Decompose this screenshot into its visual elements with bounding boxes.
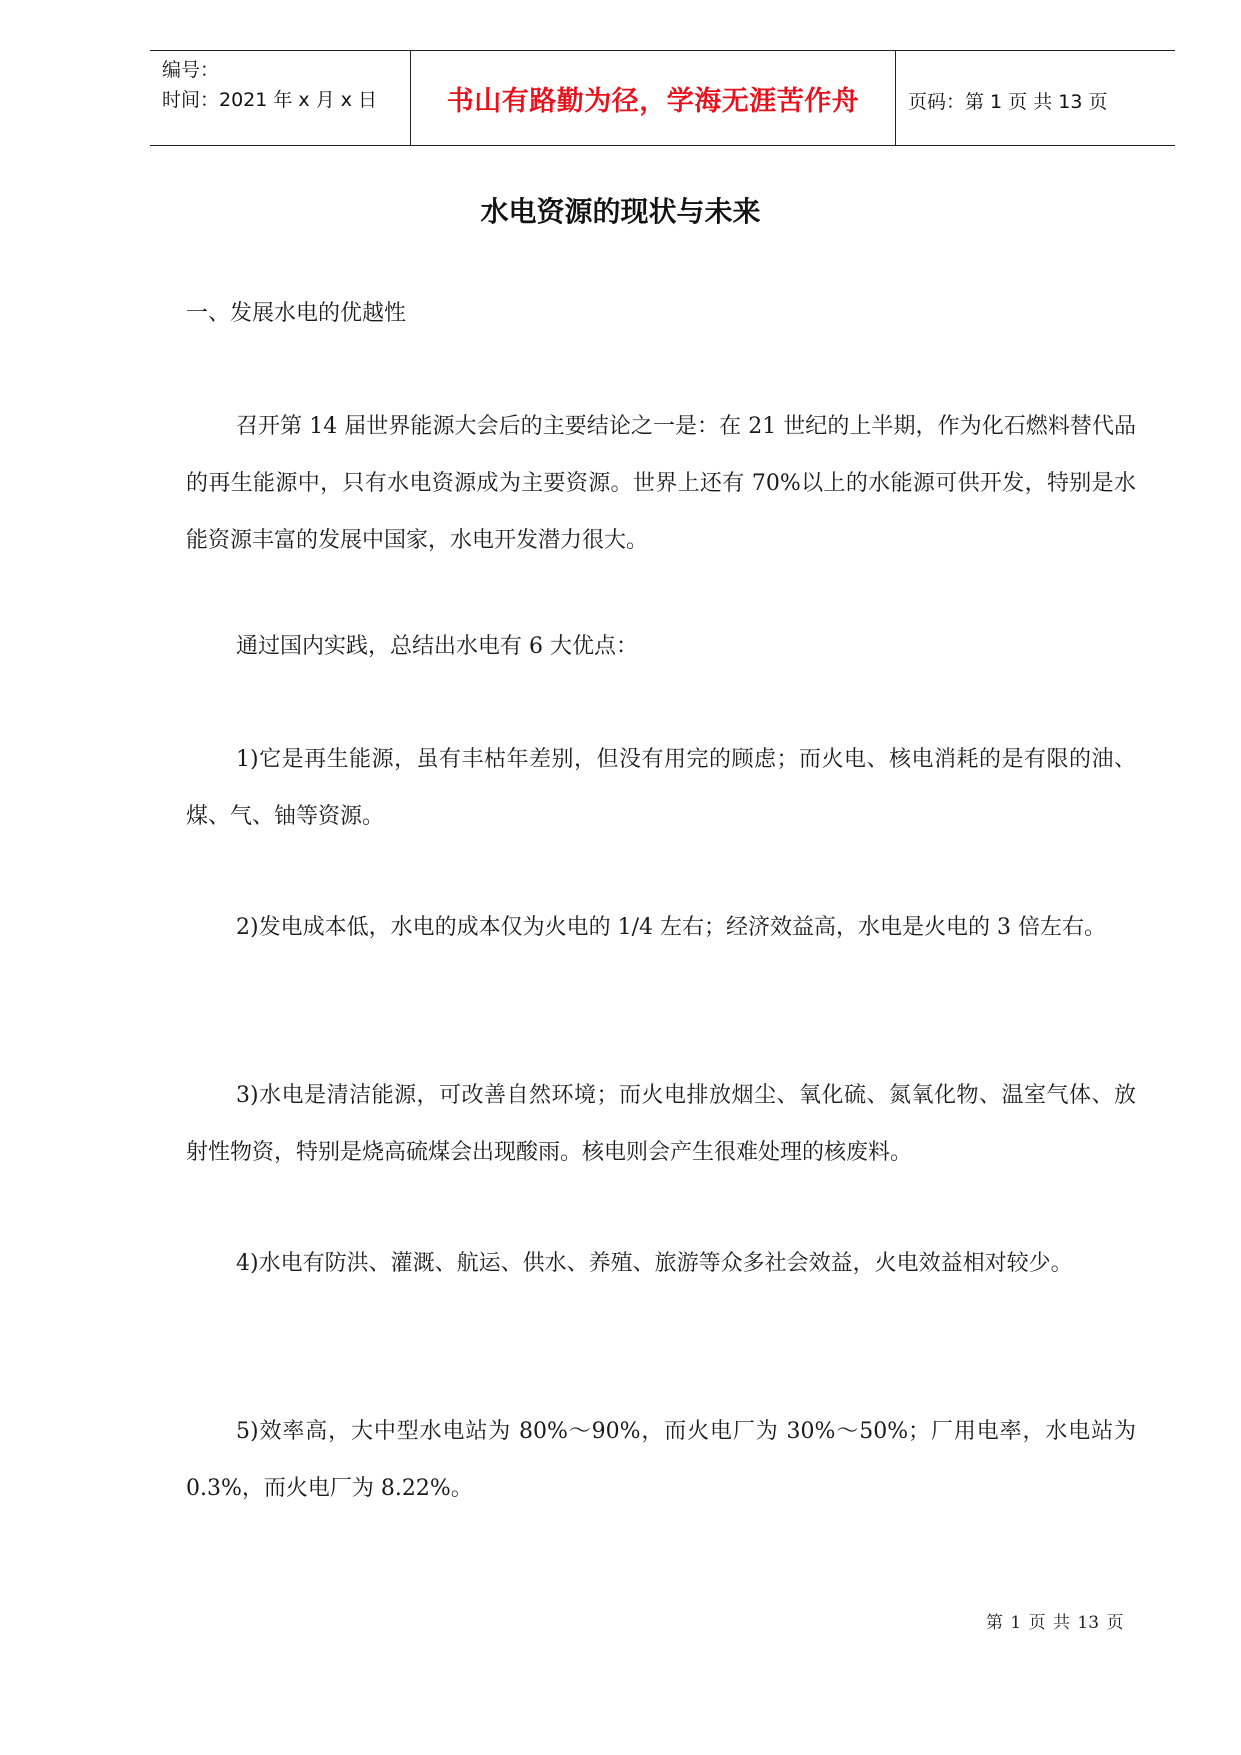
paragraph: 通过国内实践，总结出水电有 6 大优点： bbox=[236, 634, 638, 659]
section-heading: 一、发展水电的优越性 bbox=[186, 301, 407, 326]
list-item: 4)水电有防洪、灌溉、航运、供水、养殖、旅游等众多社会效益，火电效益相对较少。 bbox=[236, 1251, 1073, 1276]
document-title: 水电资源的现状与未来 bbox=[480, 195, 761, 228]
motto-text: 书山有路勤为径，学海无涯苦作舟 bbox=[446, 86, 860, 117]
list-item: 5)效率高，大中型水电站为 80%～90%，而火电厂为 30%～50%；厂用电率，水电站为 0.3%，而火电厂为 8.22%。 bbox=[186, 1419, 1136, 1501]
page-footer: 第 1 页 共 13 页 bbox=[986, 1613, 1124, 1633]
header-motto-cell bbox=[410, 51, 896, 145]
list-item: 3)水电是清洁能源，可改善自然环境；而火电排放烟尘、氧化硫、氮氧化物、温室气体、放射性物资，特别是烧高硫煤会出现酸雨。核电则会产生很难处理的核废料。 bbox=[186, 1083, 1136, 1165]
paragraph: 召开第 14 届世界能源大会后的主要结论之一是：在 21 世纪的上半期，作为化石燃料替代品的再生能源中，只有水电资源成为主要资源。世界上还有 70%以上的水能源可供开发，特别是水能资源丰富的发展中国家，水电开发潜力很大。 bbox=[186, 414, 1136, 553]
list-item: 2)发电成本低，水电的成本仅为火电的 1/4 左右；经济效益高，水电是火电的 3 倍左右。 bbox=[236, 915, 1106, 940]
header-page-info: 页码：第 1 页 共 13 页 bbox=[908, 91, 1108, 113]
page-header bbox=[150, 50, 1175, 146]
list-item: 1)它是再生能源，虽有丰枯年差别，但没有用完的顾虑；而火电、核电消耗的是有限的油、煤、气、铀等资源。 bbox=[186, 747, 1136, 829]
document-time-label: 时间：2021 年 x 月 x 日 bbox=[162, 89, 378, 111]
header-meta-cell bbox=[150, 51, 410, 145]
document-number-label: 编号： bbox=[162, 59, 220, 81]
header-page-cell bbox=[896, 51, 1175, 145]
